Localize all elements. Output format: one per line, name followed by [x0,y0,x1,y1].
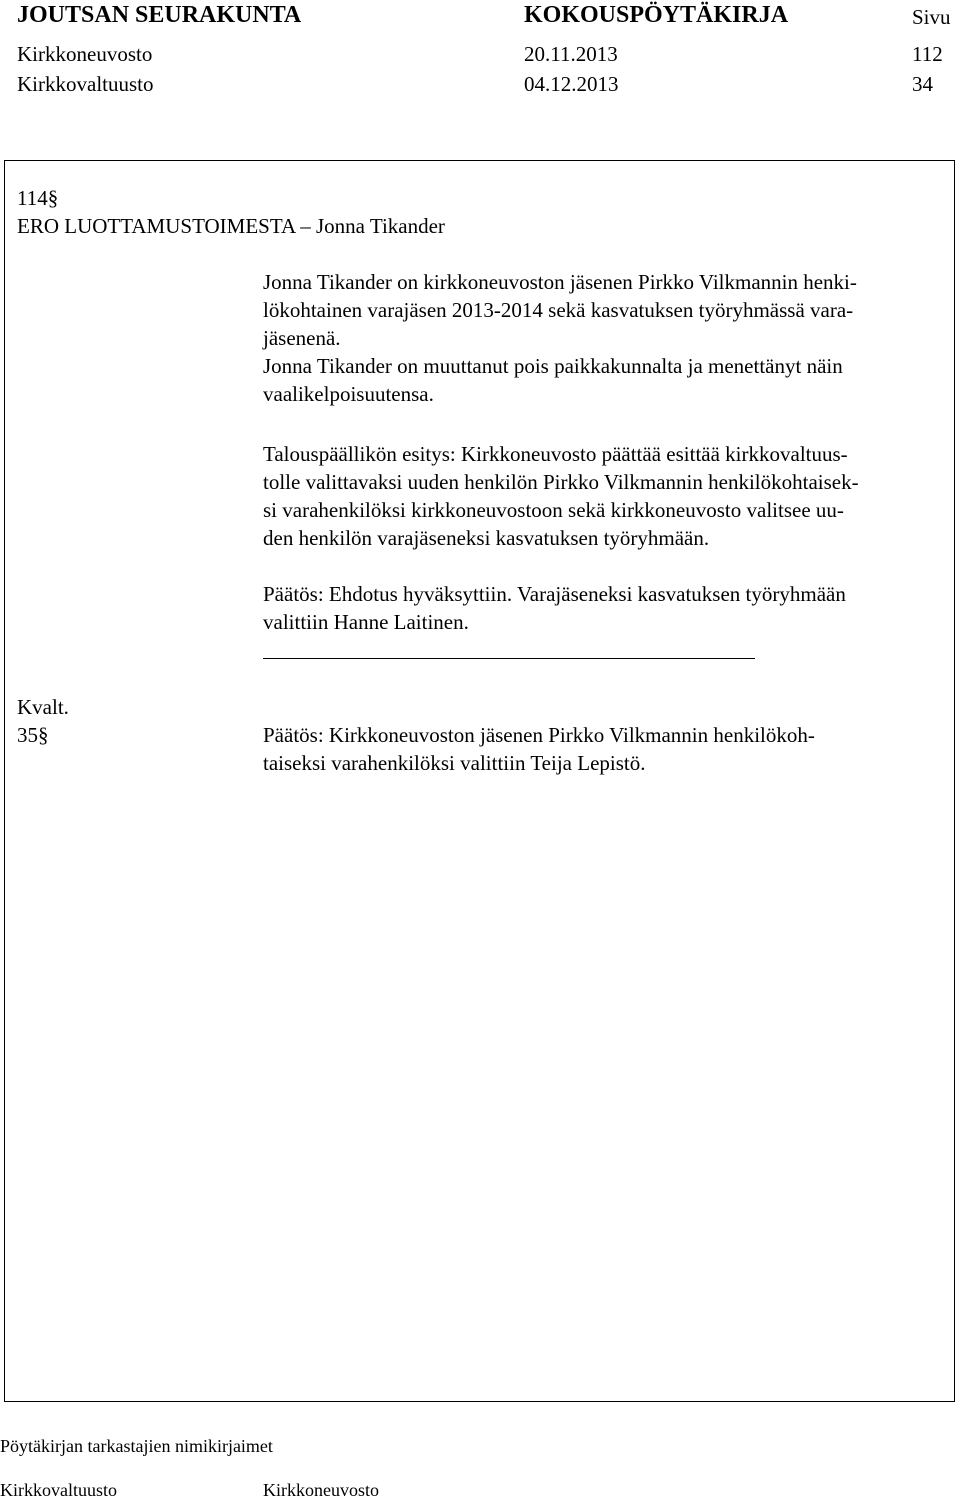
intro-line: vaalikelpoisuutensa. [263,382,434,406]
footer-title: Pöytäkirjan tarkastajien nimikirjaimet [0,1436,273,1456]
header-body-1: Kirkkoneuvosto [17,42,153,66]
intro-line: Jonna Tikander on muuttanut pois paikkakunnalta ja menettänyt näin [263,354,843,378]
kvalt-decision-paragraph [263,721,943,777]
kvalt-decision-line: Päätös: Kirkkoneuvoston jäsenen Pirkko Vilkmannin henkilökoh- [263,723,815,747]
page-label: Sivu [912,5,951,29]
proposal-paragraph [263,440,943,552]
item-number: 114§ [17,186,59,210]
intro-paragraph [263,268,943,408]
footer-kirkkoneuvosto: Kirkkoneuvosto [263,1480,379,1500]
decision-line: valittiin Hanne Laitinen. [263,610,469,634]
header-page-1: 112 [912,42,943,66]
intro-line: lökohtainen varajäsen 2013-2014 sekä kasvatuksen työryhmässä vara- [263,298,854,322]
intro-line: Jonna Tikander on kirkkoneuvoston jäsenen Pirkko Vilkmannin henki- [263,270,857,294]
footer-kirkkovaltuusto: Kirkkovaltuusto [0,1480,117,1500]
decision-paragraph [263,580,943,636]
kvalt-number: 35§ [17,723,49,747]
section-sign: § [38,723,49,747]
decision-line: Päätös: Ehdotus hyväksyttiin. Varajäseneksi kasvatuksen työryhmään [263,582,846,606]
header-date-1: 20.11.2013 [524,42,618,66]
header-date-2: 04.12.2013 [524,72,619,96]
header-page-2: 34 [912,72,933,96]
proposal-line: tolle valittavaksi uuden henkilön Pirkko Vilkmannin henkilökohtaisek- [263,470,859,494]
intro-line: jäsenenä. [263,326,341,350]
header-body-2: Kirkkovaltuusto [17,72,154,96]
document-type: KOKOUSPÖYTÄKIRJA [524,2,789,28]
section-sign: § [47,186,59,210]
proposal-line: den henkilön varajäseneksi kasvatuksen työryhmään. [263,526,710,550]
proposal-line: si varahenkilöksi kirkkoneuvostoon sekä kirkkoneuvosto valitsee uu- [263,498,844,522]
proposal-line: Talouspäällikön esitys: Kirkkoneuvosto päättää esittää kirkkovaltuus- [263,442,848,466]
kvalt-decision-line: taiseksi varahenkilöksi valittiin Teija Lepistö. [263,751,646,775]
separator-line [263,658,755,659]
kvalt-label: Kvalt. [17,695,69,719]
item-title: ERO LUOTTAMUSTOIMESTA – Jonna Tikander [17,214,445,238]
organization-name: JOUTSAN SEURAKUNTA [17,2,302,28]
